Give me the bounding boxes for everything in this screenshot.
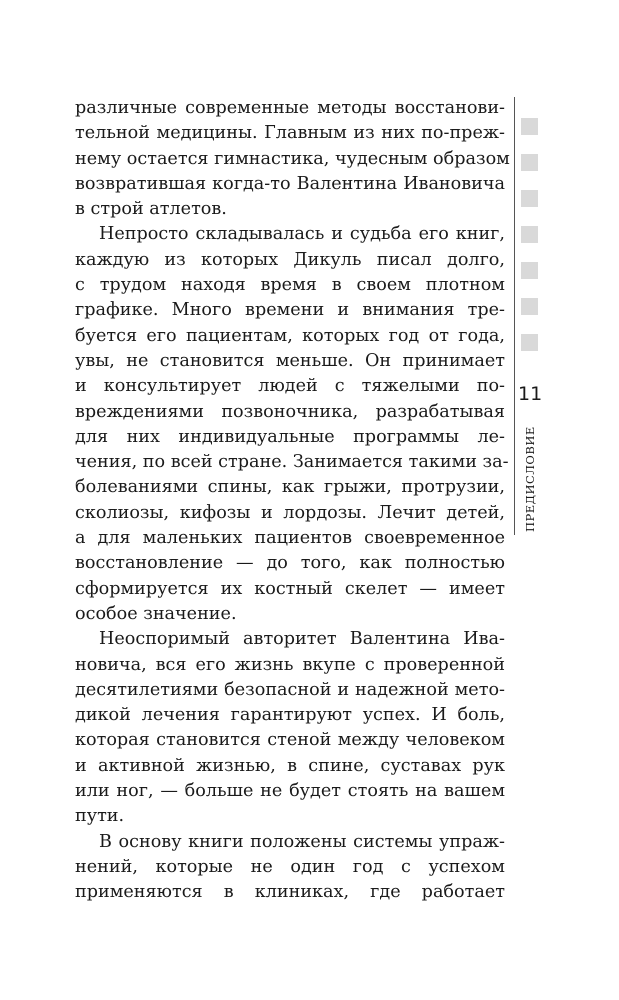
margin-decoration	[521, 118, 539, 370]
text-line: которая становится стеной между человеком	[75, 730, 505, 751]
decorative-square	[521, 262, 538, 279]
text-line: и консультирует людей с тяжелыми по-	[75, 376, 505, 397]
text-line: сколиозы, кифозы и лордозы. Лечит детей,	[75, 502, 505, 523]
text-line: с трудом находя время в своем плотном	[75, 275, 505, 296]
text-line: или ног, — больше не будет стоять на вашем	[75, 781, 505, 802]
paragraph-first-line: Неоспоримый авторитет Валентина Ива-	[99, 629, 505, 650]
running-head-label: ПРЕДИСЛОВИЕ	[523, 426, 537, 532]
text-line: пути.	[75, 806, 125, 827]
text-line: а для маленьких пациентов своевременное	[75, 528, 505, 549]
text-line: сформируется их костный скелет — имеет	[75, 578, 505, 599]
text-line: применяются в клиниках, где работает	[75, 882, 505, 903]
text-line: болеваниями спины, как грыжи, протрузии,	[75, 477, 505, 498]
body-text	[75, 96, 510, 906]
decorative-square	[521, 334, 538, 351]
decorative-square	[521, 190, 538, 207]
text-line: нений, которые не один год с успехом	[75, 856, 505, 877]
decorative-square	[521, 154, 538, 171]
paragraph-first-line: В основу книги положены системы упраж-	[99, 831, 505, 852]
text-line: увы, не становится меньше. Он принимает	[75, 350, 505, 371]
text-line: новича, вся его жизнь вкупе с проверенной	[75, 654, 505, 675]
text-line: тельной медицины. Главным из них по-преж-	[75, 123, 505, 144]
text-line: восстановление — до того, как полностью	[75, 553, 505, 574]
margin-divider	[514, 97, 515, 535]
text-line: дикой лечения гарантируют успех. И боль,	[75, 705, 505, 726]
text-line: для них индивидуальные программы ле-	[75, 426, 505, 447]
text-line: вреждениями позвоночника, разрабатывая	[75, 401, 505, 422]
decorative-square	[521, 226, 538, 243]
text-line: и активной жизнью, в спине, суставах рук	[75, 755, 505, 776]
decorative-square	[521, 118, 538, 135]
page-number: 11	[518, 383, 543, 405]
paragraph-first-line: Непросто складывалась и судьба его книг,	[99, 224, 505, 245]
text-line: буется его пациентам, которых год от года,	[75, 325, 505, 346]
running-head	[521, 426, 541, 535]
text-line: графике. Много времени и внимания тре-	[75, 300, 505, 321]
text-line: возвратившая когда-то Валентина Ивановича	[75, 173, 505, 194]
text-line: различные современные методы восстанови-	[75, 98, 505, 118]
text-line: десятилетиями безопасной и надежной мето-	[75, 679, 505, 700]
text-line: чения, по всей стране. Занимается такими за-	[75, 452, 509, 473]
text-line: особое значение.	[75, 603, 237, 624]
text-line: в строй атлетов.	[75, 199, 227, 220]
text-line: каждую из которых Дикуль писал долго,	[75, 249, 505, 270]
text-line: нему остается гимнастика, чудесным образом	[75, 148, 510, 169]
decorative-square	[521, 298, 538, 315]
